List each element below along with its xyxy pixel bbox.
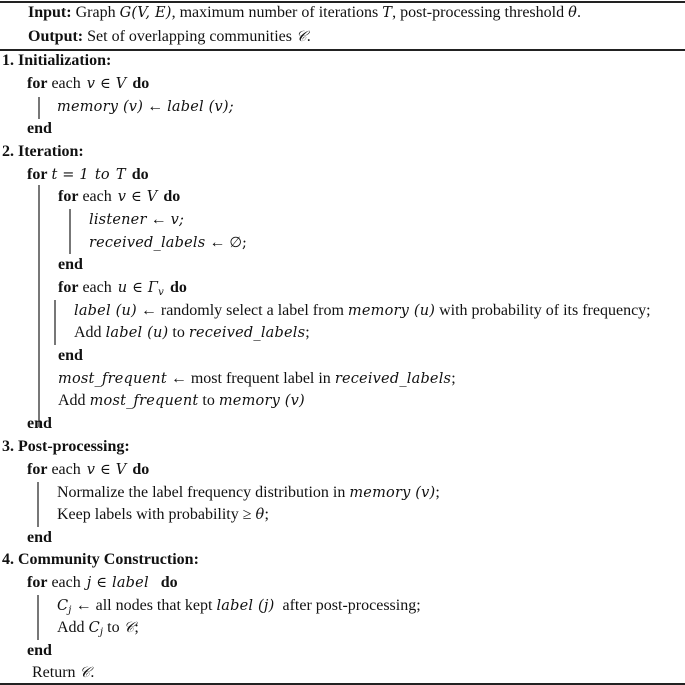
stmt-text: all nodes that kept [91,597,217,614]
stmt-text: ; [134,619,139,636]
loop-var: v ∈ V [86,76,127,92]
s2-outer-for [27,164,149,186]
s2-most-frequent [58,368,456,390]
keyword-do: do [160,574,178,591]
community-sub: j [99,627,104,638]
theta: θ [255,507,265,523]
loop-end-T: T [115,167,126,183]
received-labels-var: received_labels [188,325,306,341]
stmt-text: Add [58,392,90,409]
section-1-title: 1. Initialization: [2,52,112,69]
keyword-do: do [169,279,187,296]
input-text: , maximum number of iterations [171,4,383,21]
return-line [32,662,94,684]
block-bar [38,97,40,119]
loop-var: v ∈ V [117,189,158,205]
s2-add-most-frequent [58,390,305,412]
community-sub: j [68,605,72,616]
empty-set: ∅; [229,235,247,251]
block-bar [54,300,56,345]
s4-for [27,572,178,594]
keyword-do: do [163,188,181,205]
input-T: T [382,5,393,21]
stmt-text: Add [57,619,89,636]
s2-outer-end: end [27,415,52,432]
s2-label-select [74,300,651,322]
block-bar [37,482,39,527]
memory-v: memory (v) [349,485,436,501]
stmt-text: with probability of its frequency; [435,302,651,319]
keyword-each: each [51,574,81,591]
community-set: 𝒞 [79,665,91,681]
keyword-to: to [94,167,110,183]
loop-var: v ∈ V [86,462,127,478]
block-bar [69,209,71,254]
assign-arrow: ← [170,370,187,387]
keyword-for: for [27,75,48,92]
stmt-text: to [198,392,219,409]
stmt-text: to [168,324,189,341]
s2-listener [89,209,184,231]
keyword-each: each [51,75,81,92]
keyword-do: do [132,75,150,92]
stmt-text: randomly select a label from [160,302,348,319]
s4-add-cj [57,617,139,639]
keyword-each: each [51,461,81,478]
label-j: label (j) [216,598,275,614]
assign-arrow: ← [75,597,92,614]
output-text: . [306,28,311,45]
s3-for [27,459,149,481]
s2-received [89,232,247,254]
stmt-text: ; [305,324,310,341]
s2-add-label [74,322,310,344]
loop-var: u ∈ Γ [117,280,159,296]
s2-inner1-end: end [58,256,83,273]
assign-arrow: ← [147,98,164,115]
s3-keep [57,504,269,526]
received-labels-var: received_labels [89,235,206,251]
keyword-for: for [58,188,79,205]
listener-value: v; [170,212,185,228]
label-v: label (v); [167,99,234,115]
loop-var-sub: v [158,287,164,298]
output-set: 𝒞 [295,29,307,45]
keyword-each: each [82,279,112,296]
section-3-title: 3. Post-processing: [2,438,130,455]
s3-normalize [57,482,440,504]
block-bar [38,185,40,427]
input-text: . [577,4,582,21]
s2-inner2-end: end [58,347,83,364]
assign-arrow: ← [150,211,167,228]
block-bar [37,595,39,640]
s1-stmt [57,96,234,118]
s4-cj [57,595,421,617]
memory-u: memory (u) [347,303,436,319]
memory-v: memory (v) [218,393,305,409]
output-label: Output: [28,28,84,45]
input-theta: θ [568,5,578,21]
input-text: , post-processing threshold [392,4,569,21]
input-graph: G(V, E) [119,5,172,21]
loop-var: t = 1 [51,167,89,183]
s2-inner2-for [58,277,187,299]
keyword-for: for [27,166,48,183]
community-C: C [57,598,69,614]
stmt-text: after post-processing; [274,597,421,614]
section-4-title: 4. Community Construction: [2,551,199,568]
keyword-each: each [82,188,112,205]
keyword-do: do [131,166,149,183]
keyword-for: for [27,574,48,591]
assign-arrow: ← [209,234,226,251]
stmt-text: Keep labels with probability ≥ [57,506,256,523]
stmt-text: Add [74,324,106,341]
memory-v: memory (v) [57,99,144,115]
label-u: label (u) [105,325,169,341]
s1-for-line [27,73,149,95]
keyword-for: for [58,279,79,296]
keyword-for: for [27,461,48,478]
keyword-do: do [132,461,150,478]
stmt-text: ; [451,370,456,387]
stmt-text: ; [435,484,440,501]
loop-var: j ∈ label [86,575,149,591]
s4-end: end [27,642,52,659]
stmt-text: Return [32,664,80,681]
stmt-text: to [103,619,124,636]
stmt-text: . [90,664,95,681]
stmt-text: most frequent label in [186,370,335,387]
listener-var: listener [89,212,147,228]
assign-arrow: ← [140,302,157,319]
received-labels-var: received_labels [334,371,452,387]
most-frequent-var: most_frequent [58,371,167,387]
label-u: label (u) [74,303,137,319]
input-line [28,2,581,24]
most-frequent-var: most_frequent [89,393,199,409]
section-2-title: 2. Iteration: [2,143,84,160]
input-label: Input: [28,4,72,21]
community-C: C [88,620,100,636]
s3-end: end [27,529,52,546]
s1-end: end [27,120,52,137]
stmt-text: Normalize the label frequency distribution in [57,484,350,501]
output-text: Set of overlapping communities [87,28,296,45]
output-line [28,26,311,48]
s2-inner1-for [58,186,180,208]
community-set: 𝒞 [123,620,135,636]
input-text: Graph [75,4,120,21]
stmt-text: ; [264,506,269,523]
